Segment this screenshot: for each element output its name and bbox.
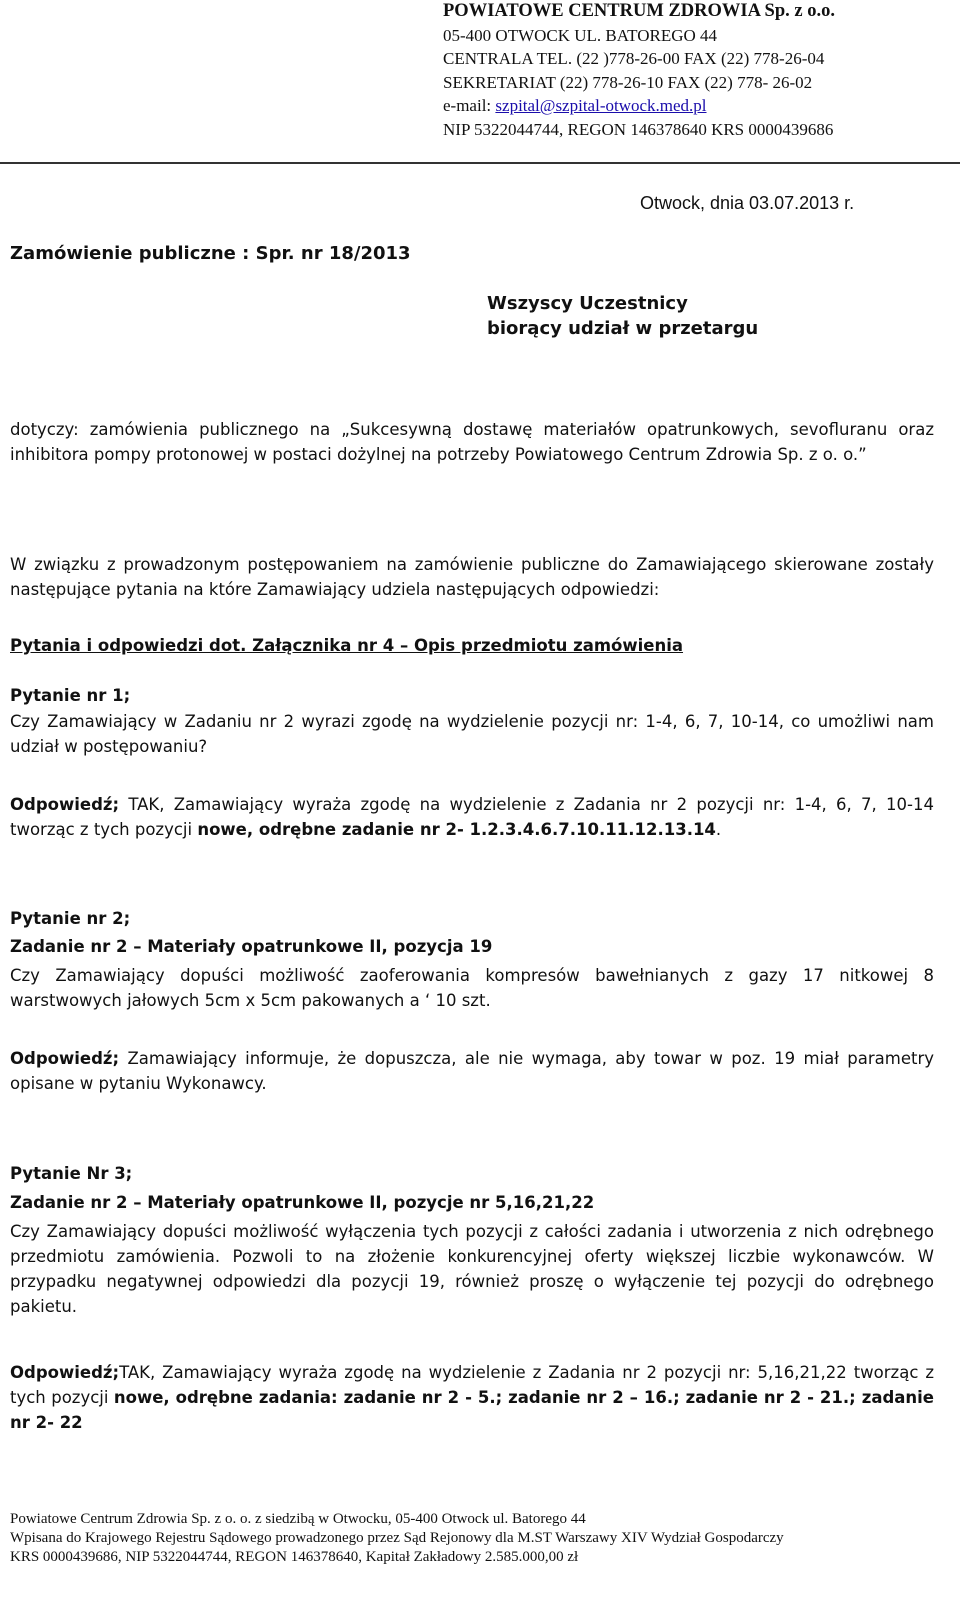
footer-line-2: Wpisana do Krajowego Rejestru Sądowego prowadzonego przez Sąd Rejonowy dla M.ST Warszawy XIV Wydział Gospodarczy [10, 1530, 784, 1546]
recipient-line-2: biorący udział w przetargu [487, 318, 759, 339]
q3-title: Pytanie Nr 3; [10, 1164, 133, 1183]
q1-answer-text: TAK, Zamawiający wyraża zgodę na wydzielenie z Zadania nr 2 pozycji nr: 1-4, 6, 7, 10-14 tworząc z tych pozycji [10, 795, 934, 839]
q3-answer-label: Odpowiedź; [10, 1363, 120, 1382]
org-ids: NIP 5322044744, REGON 146378640 KRS 0000439686 [443, 119, 834, 139]
email-label: e-mail: [443, 96, 496, 115]
q1-title: Pytanie nr 1; [10, 686, 131, 705]
recipient-line-1: Wszyscy Uczestnicy [487, 293, 688, 314]
q3-answer-bold: nowe, odrębne zadania: zadanie nr 2 - 5.; zadanie nr 2 – 16.; zadanie nr 2 - 21.; zadanie nr 2- 22 [10, 1388, 934, 1432]
q3-answer [10, 1360, 934, 1435]
footer-line-3: KRS 0000439686, NIP 5322044744, REGON 146378640, Kapitał Zakładowy 2.585.000,00 zł [10, 1549, 579, 1565]
page-footer [10, 1510, 784, 1567]
document-date: Otwock, dnia 03.07.2013 r. [640, 193, 855, 213]
q1-question: Czy Zamawiający w Zadaniu nr 2 wyrazi zgodę na wydzielenie pozycji nr: 1-4, 6, 7, 10-14, co umożliwi nam udział w postępowaniu? [10, 712, 934, 756]
q1-answer-label: Odpowiedź; [10, 795, 120, 814]
section-title: Pytania i odpowiedzi dot. Załącznika nr 4 – Opis przedmiotu zamówienia [10, 636, 684, 655]
q1-answer-bold: nowe, odrębne zadanie nr 2- 1.2.3.4.6.7.10.11.12.13.14 [197, 820, 716, 839]
q2-question: Czy Zamawiający dopuści możliwość zaoferowania kompresów bawełnianych z gazy 17 nitkowej 8 warstwowych jałowych 5cm x 5cm pakowanych a ‘ 10 szt. [10, 966, 934, 1010]
org-address: 05-400 OTWOCK UL. BATOREGO 44 [443, 25, 718, 45]
q3-answer-text: TAK, Zamawiający wyraża zgodę na wydzielenie z Zadania nr 2 pozycji nr: 5,16,21,22 tworząc z tych pozycji [10, 1363, 934, 1407]
org-name: POWIATOWE CENTRUM ZDROWIA Sp. z o.o. [443, 1, 835, 21]
header-divider [0, 162, 960, 164]
email-line [443, 94, 835, 118]
q2-answer [10, 1046, 934, 1096]
q1-answer [10, 792, 934, 842]
footer-line-1: Powiatowe Centrum Zdrowia Sp. z o. o. z siedzibą w Otwocku, 05-400 Otwock ul. Batorego 44 [10, 1511, 586, 1527]
secretariat-phone: SEKRETARIAT (22) 778-26-10 FAX (22) 778- 26-02 [443, 72, 813, 92]
q3-task: Zadanie nr 2 – Materiały opatrunkowe II, pozycje nr 5,16,21,22 [10, 1193, 595, 1212]
q1-answer-end: . [715, 820, 722, 839]
intro-paragraph: W związku z prowadzonym postępowaniem na zamówienie publiczne do Zamawiającego skierowane zostały następujące pytania na które Zamawiający udziela następujących odpowiedzi: [10, 555, 934, 599]
case-number: Zamówienie publiczne : Spr. nr 18/2013 [10, 243, 411, 264]
recipient-block [487, 291, 758, 341]
central-phone: CENTRALA TEL. (22 )778-26-00 FAX (22) 778-26-04 [443, 49, 825, 68]
subject-paragraph: dotyczy: zamówienia publicznego na „Sukcesywną dostawę materiałów opatrunkowych, sevofluranu oraz inhibitora pompy protonowej w postaci dożylnej na potrzeby Powiatowego Centrum Zdrowia Sp. z o. o.” [10, 420, 934, 464]
q2-title: Pytanie nr 2; [10, 909, 131, 928]
q3-question: Czy Zamawiający dopuści możliwość wyłączenia tych pozycji z całości zadania i utworzenia z nich odrębnego przedmiotu zamówienia. Pozwoli to na złożenie konkurencyjnej oferty większej liczbie wykonawców. W przypadku negatywnej odpowiedzi dla pozycji 19, również proszę o wyłączenie tej pozycji do odrębnego pakietu. [10, 1222, 934, 1316]
email-link[interactable]: szpital@szpital-otwock.med.pl [495, 96, 707, 115]
q2-answer-label: Odpowiedź; [10, 1049, 120, 1068]
letterhead [443, 0, 835, 141]
q2-answer-text: Zamawiający informuje, że dopuszcza, ale nie wymaga, aby towar w poz. 19 miał parametry opisane w pytaniu Wykonawcy. [10, 1049, 934, 1093]
q2-task: Zadanie nr 2 – Materiały opatrunkowe II, pozycja 19 [10, 937, 493, 956]
